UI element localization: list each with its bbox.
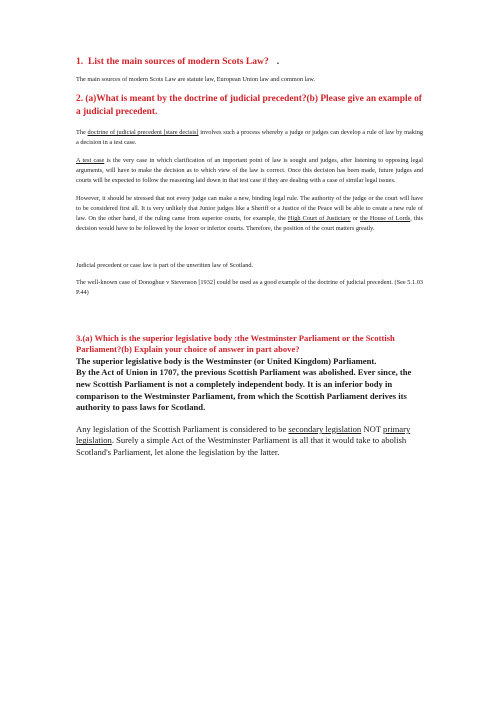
q3-paragraph: Any legislation of the Scottish Parliament is considered to be secondary legislation NOT primary legislation. Surely a simple Act of the Westminster Parliament is all that it would take to abolish Scotland's Parliament, let alone the legislation by the latter.	[76, 423, 411, 458]
q2-paragraph-3: However, it should be stressed that not every judge can make a new, binding legal rule. The authority of the judge or the court will have to be considered first all. It is very unlikely that Junior judges like a Sheriff or a Justice of the Peace will be able to create a new rule of law. On the other hand, if the ruling came from superior courts, for example, the High Court of Justiciary or the House of Lords, this decision would have to be followed by the lower or inferior courts. Therefore, the position of the court matters greatly.	[76, 194, 423, 233]
primary-legislation-link[interactable]: primary legislation	[76, 423, 411, 446]
heading-dot: .	[276, 56, 280, 67]
q2-paragraph-5: The well-known case of Donoghue v Stevenson [1932] could be used as a good example of the doctrine of judicial precedent. (See 5.1.03 P.44)	[76, 279, 423, 297]
question-3-heading: 3.(a) Which is the superior legislative body :the Westminster Parliament or the Scottish Parliament?(b) Explain your choice of answer in part above?	[76, 332, 395, 355]
question-1-heading: 1. List the main sources of modern Scots Law? .	[76, 56, 280, 67]
high-court-link[interactable]: High Court of Justiciary	[287, 215, 351, 223]
house-of-lords-link[interactable]: the House of Lords	[360, 215, 411, 223]
secondary-legislation-link[interactable]: secondary legislation	[288, 423, 362, 434]
doctrine-link[interactable]: doctrine of judicial precedent [stare decisis]	[87, 129, 199, 137]
test-case-link[interactable]: A test case	[76, 156, 105, 164]
q3-bold-answer-1: The superior legislative body is the Westminster (or United Kingdom) Parliament.	[76, 355, 377, 366]
question-2-heading: 2. (a)What is meant by the doctrine of judicial precedent?(b) Please give an example of a judicial precedent.	[76, 94, 422, 117]
q3-bold-answer-2: By the Act of Union in 1707, the previous Scottish Parliament was abolished. Ever since, the new Scottish Parliament is not a completely independent body. It is an inferior body in comparison to the Westminster Parliament, from which the Scottish Parliament derives its authority to pass laws for Scotland.	[76, 367, 412, 413]
document-page	[76, 56, 423, 459]
q2-paragraph-4: Judicial precedent or case law is part of the unwritten law of Scotland.	[76, 261, 254, 269]
q2-paragraph-1: The doctrine of judicial precedent [stare decisis] involves such a process whereby a judge or judges can develop a rule of law by making a decision in a test case.	[76, 129, 424, 147]
question-1-answer: The main sources of modern Scots Law are statute law, European Union law and common law.	[76, 76, 315, 83]
q2-paragraph-2: A test case is the very case in which clarification of an important point of law is sought and judges, after listening to opposing legal arguments, will have to make the decision as to which view of the law is correct. Once this decision has been made, future judges and courts will be expected to follow the reasoning laid down in that test case if they are dealing with a case of similar legal issues.	[76, 156, 423, 185]
